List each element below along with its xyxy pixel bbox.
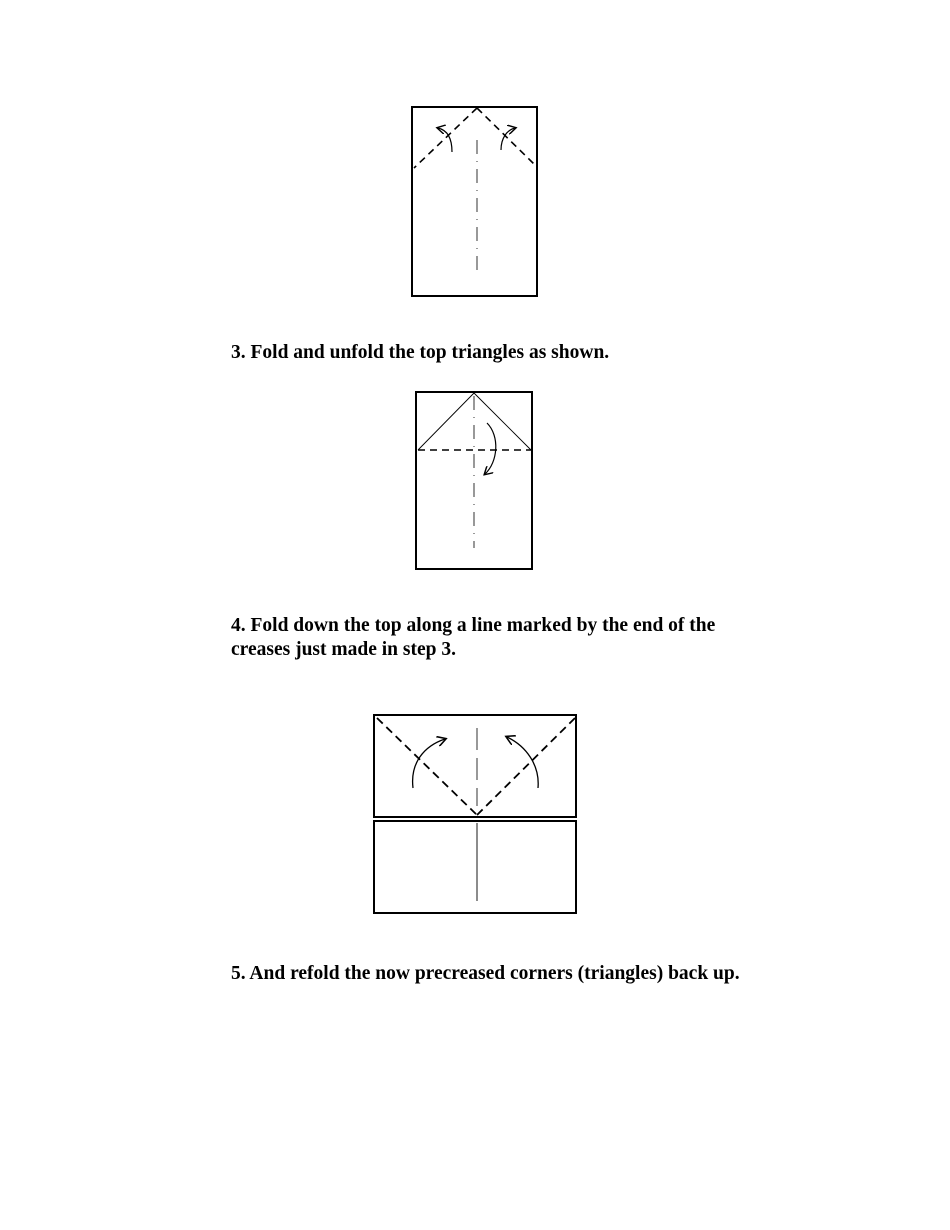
valley-fold-right: [477, 108, 536, 166]
step-5-diagram: [368, 708, 583, 920]
valley-fold-left: [377, 718, 477, 815]
paper-lower-outline: [374, 821, 576, 913]
crease-left: [418, 393, 474, 450]
paper-outline: [412, 107, 537, 296]
step-5-caption: 5. And refold the now precreased corners (triangles) back up.: [231, 963, 740, 984]
valley-fold-right: [477, 718, 575, 815]
fold-arrow-right: [501, 128, 515, 150]
step-4-figure: [410, 386, 540, 576]
step-4-diagram: [410, 386, 540, 576]
fold-arrow-right: [507, 737, 538, 788]
fold-arrow-left: [413, 739, 445, 788]
step-3-caption: 3. Fold and unfold the top triangles as shown.: [231, 342, 610, 363]
step-4-caption: 4. Fold down the top along a line marked by the end of the creases just made in step 3.: [231, 615, 716, 660]
fold-arrow-down: [485, 423, 496, 474]
folded-flap-outline: [374, 715, 576, 817]
step-5-figure: [368, 708, 583, 920]
step-3-diagram: [405, 100, 545, 305]
fold-arrow-left: [438, 128, 452, 152]
valley-fold-left: [414, 108, 477, 168]
step-3-figure: [405, 100, 545, 305]
crease-right: [474, 393, 531, 450]
